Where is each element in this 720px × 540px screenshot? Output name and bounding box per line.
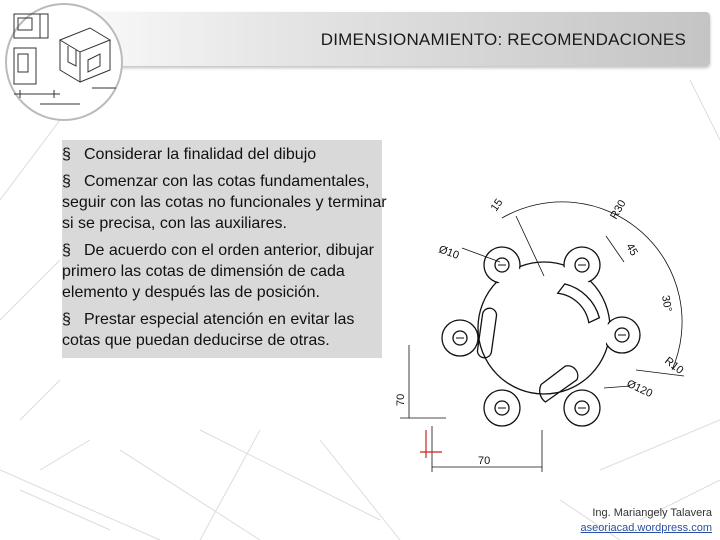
author-name: Ing. Mariangely Talavera bbox=[592, 507, 712, 519]
bullet-text: De acuerdo con el orden anterior, dibujar primero las cotas de dimensión de cada elemento y después las de posición. bbox=[62, 242, 374, 301]
title-bar bbox=[30, 12, 710, 66]
dim-dia120-label: Ø120 bbox=[624, 377, 655, 401]
slide-title: DIMENSIONAMIENTO: RECOMENDACIONES bbox=[320, 30, 686, 49]
flange-technical-drawing bbox=[392, 180, 692, 480]
bullet-marker: § bbox=[62, 242, 71, 259]
dim-r30-label: R30 bbox=[608, 198, 629, 222]
dim-dia10-label: Ø10 bbox=[436, 243, 461, 262]
bullet-item bbox=[62, 144, 388, 165]
dim-angle45-label: 45 bbox=[623, 241, 640, 259]
bullet-item bbox=[62, 309, 388, 351]
footer bbox=[581, 506, 712, 536]
bullet-text: Considerar la finalidad del dibujo bbox=[84, 146, 317, 163]
bullet-marker: § bbox=[62, 146, 71, 163]
bullet-item bbox=[62, 240, 388, 303]
bullet-text: Comenzar con las cotas fundamentales, seguir con las cotas no funcionales y terminar si se precisa, con las auxiliares. bbox=[62, 173, 387, 232]
bullet-item bbox=[62, 171, 388, 234]
dim-15-label: 15 bbox=[488, 196, 506, 214]
website-link[interactable]: aseoriacad.wordpress.com bbox=[580, 522, 712, 534]
bullet-list bbox=[62, 144, 388, 357]
bullet-text: Prestar especial atención en evitar las cotas que puedan deducirse de otras. bbox=[62, 311, 355, 349]
dim-r10-label: R10 bbox=[662, 354, 686, 377]
dim-width70-label: 70 bbox=[478, 455, 491, 467]
isometric-drawing-logo bbox=[0, 0, 128, 124]
bullet-marker: § bbox=[62, 173, 71, 190]
dim-angle30-label: 30° bbox=[659, 294, 674, 313]
bullet-marker: § bbox=[62, 311, 71, 328]
dim-height70-label: 70 bbox=[395, 393, 407, 406]
